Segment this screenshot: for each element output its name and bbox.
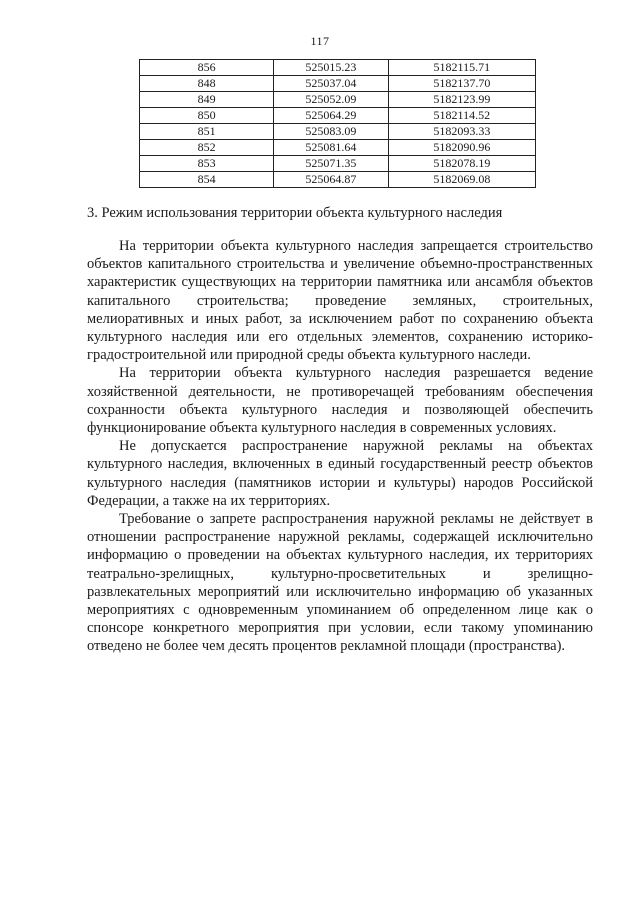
x-coordinate-cell: 525071.35 xyxy=(274,156,389,172)
x-coordinate-cell: 525081.64 xyxy=(274,140,389,156)
coordinates-table xyxy=(139,59,536,188)
y-coordinate-cell: 5182137.70 xyxy=(388,76,535,92)
point-number-cell: 851 xyxy=(140,124,274,140)
paragraph-advertising-exception: Требование о запрете распространения наружной рекламы не действует в отношении распространение наружной рекламы, содержащей исключительно информацию о проведении на объектах культурного наследия, их территориях театрально-зрелищных, культурно-просветительных и зрелищно-развлекательных мероприятий или исключительно информацию об указанных мероприятиях с одновременным упоминанием об определенном лице как о спонсоре конкретного мероприятия при условии, если такому упоминанию отведено не более чем десять процентов рекламной площади (пространства). xyxy=(87,511,593,655)
section-heading: 3. Режим использования территории объекта культурного наследия xyxy=(87,205,503,221)
y-coordinate-cell: 5182090.96 xyxy=(388,140,535,156)
table-row xyxy=(140,108,536,124)
y-coordinate-cell: 5182093.33 xyxy=(388,124,535,140)
x-coordinate-cell: 525064.87 xyxy=(274,172,389,188)
table-row xyxy=(140,76,536,92)
x-coordinate-cell: 525052.09 xyxy=(274,92,389,108)
paragraph-prohibitions: На территории объекта культурного наследия запрещается строительство объектов капитального строительства и увеличение объемно-пространственных характеристик существующих на территории памятника или ансамбля объектов капитального строительства; проведение земляных, строительных, мелиоративных и иных работ, за исключением работ по сохранению объекта культурного наследия или его отдельных элементов, сохранению историко-градостроительной или природной среды объекта культурного наследи. xyxy=(87,238,593,364)
y-coordinate-cell: 5182078.19 xyxy=(388,156,535,172)
table-row xyxy=(140,140,536,156)
x-coordinate-cell: 525015.23 xyxy=(274,60,389,76)
point-number-cell: 850 xyxy=(140,108,274,124)
table-row xyxy=(140,92,536,108)
table-row xyxy=(140,60,536,76)
point-number-cell: 849 xyxy=(140,92,274,108)
y-coordinate-cell: 5182069.08 xyxy=(388,172,535,188)
section-body xyxy=(87,237,593,656)
y-coordinate-cell: 5182123.99 xyxy=(388,92,535,108)
page-number: 117 xyxy=(310,34,330,48)
table-row xyxy=(140,172,536,188)
point-number-cell: 853 xyxy=(140,156,274,172)
y-coordinate-cell: 5182114.52 xyxy=(388,108,535,124)
paragraph-advertising-ban: Не допускается распространение наружной рекламы на объектах культурного наследия, включенных в единый государственный реестр объектов культурного наследия (памятников истории и культуры) народов Российской Федерации, а также на их территориях. xyxy=(87,438,593,509)
coordinates-table-body xyxy=(140,60,536,188)
point-number-cell: 852 xyxy=(140,140,274,156)
x-coordinate-cell: 525083.09 xyxy=(274,124,389,140)
paragraph-permitted-activity: На территории объекта культурного наследия разрешается ведение хозяйственной деятельности, не противоречащей требованиям обеспечения сохранности объекта культурного наследия и позволяющей обеспечить функционирование объекта культурного наследия в современных условиях. xyxy=(87,365,593,437)
x-coordinate-cell: 525037.04 xyxy=(274,76,389,92)
point-number-cell: 854 xyxy=(140,172,274,188)
point-number-cell: 848 xyxy=(140,76,274,92)
y-coordinate-cell: 5182115.71 xyxy=(388,60,535,76)
table-row xyxy=(140,124,536,140)
table-row xyxy=(140,156,536,172)
point-number-cell: 856 xyxy=(140,60,274,76)
x-coordinate-cell: 525064.29 xyxy=(274,108,389,124)
